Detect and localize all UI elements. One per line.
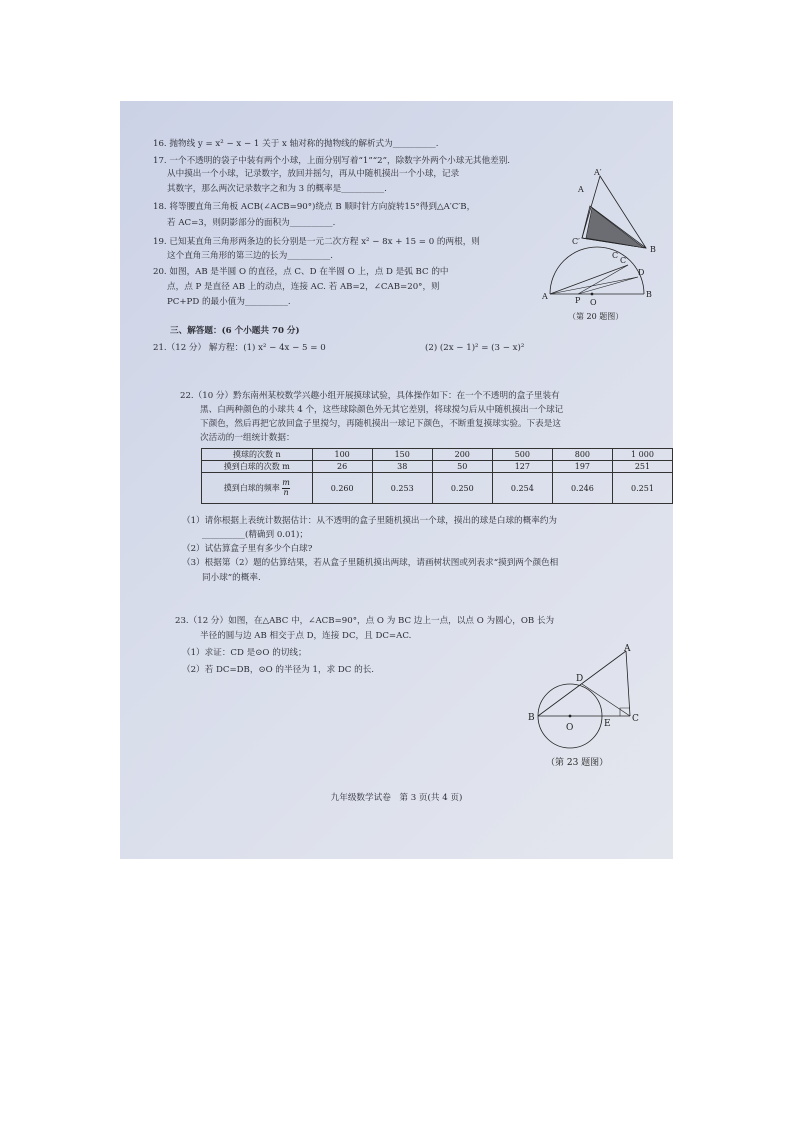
table-row-n [202,449,673,461]
question-22-line-2: 黑、白两种颜色的小球共 4 个，这些球除颜色外无其它差别，将球搅匀后从中随机摸出一个球记 [200,405,564,415]
table-cell: 0.251 [612,473,672,504]
row-label-m: 摸到白球的次数 m [202,461,313,473]
page-footer: 九年级数学试卷 第 3 页(共 4 页) [330,793,463,803]
fig20-label-b: B [646,290,652,299]
table-cell: 0.260 [312,473,372,504]
question-17-line-1: 17. 一个不透明的袋子中装有两个小球，上面分别写着“1”“2”，除数字外两个小球无其他差别. [153,156,511,166]
question-22-sub-1-blank: __________(精确到 0.01)； [202,530,308,540]
fig18-label-a: A [578,185,584,194]
question-22-sub-2: （2）试估算盒子里有多少个白球? [182,544,313,554]
question-21-part-1: 21.（12 分） 解方程：(1) x² − 4x − 5 = 0 [153,343,326,353]
figure-20 [540,249,650,324]
table-cell: 26 [312,461,372,473]
fig20-label-p: P [575,296,581,305]
question-23-sub-2: （2）若 DC=DB，⊙O 的半径为 1，求 DC 的长. [182,665,375,675]
fig23-label-d: D [576,674,584,684]
fig18-label-c-prime: C′ [572,237,580,246]
question-21-part-2: (2) (2x − 1)² = (3 − x)² [425,343,525,353]
fig20-label-d: D [638,268,645,277]
table-cell: 0.253 [372,473,432,504]
table-cell: 150 [372,449,432,461]
question-20-line-1: 20. 如图，AB 是半圆 O 的直径，点 C、D 在半圆 O 上，点 D 是弧 BC 的中 [153,267,449,277]
row-label-freq: 摸到白球的频率 $\frac{m}{n}$ [202,473,313,504]
fig20-label-c: C [620,256,627,265]
table-cell: 0.246 [552,473,612,504]
question-19-line-1: 19. 已知某直角三角形两条边的长分别是一元二次方程 x² − 8x + 15 = 0 的两根，则 [153,237,480,247]
table-cell: 1 000 [612,449,672,461]
table-cell: 800 [552,449,612,461]
table-row-freq [202,473,673,504]
table-cell: 197 [552,461,612,473]
fig18-label-c: C [612,251,619,260]
question-20-line-3: PC+PD 的最小值为__________. [167,297,291,307]
fig20-label-o: O [590,298,597,307]
question-17-line-2: 从中摸出一个小球，记录数字，放回并摇匀，再从中随机摸出一个小球，记录 [167,169,460,179]
fig23-label-e: E [604,719,611,729]
question-22-sub-3: （3）根据第（2）题的估算结果，若从盒子里随机摸出两球，请画树状图或列表求“摸到两个颜色相 [182,558,559,568]
fig18-label-b: B [650,245,656,254]
question-19-line-2: 这个直角三角形的第三边的长为__________. [167,251,334,261]
table-cell: 127 [492,461,552,473]
question-17-line-3: 其数字，那么两次记录数字之和为 3 的概率是__________. [167,184,387,194]
fig20-label-a: A [542,292,548,301]
scanned-page [120,101,673,859]
question-16: 16. 抛物线 y = x² − x − 1 关于 x 轴对称的抛物线的解析式为__________. [153,139,439,149]
question-23-line-1: 23.（12 分）如图，在△ABC 中，∠ACB=90°，点 O 为 BC 边上一点，以点 O 为圆心，OB 长为 [175,616,555,626]
fig23-label-c: C [632,714,639,724]
question-20-line-2: 点，点 P 是直径 AB 上的动点，连接 AC. 若 AB=2，∠CAB=20°，则 [167,282,440,292]
table-cell: 0.250 [432,473,492,504]
table-cell: 500 [492,449,552,461]
question-23-sub-1: （1）求证：CD 是⊙O 的切线； [182,648,307,658]
table-cell: 50 [432,461,492,473]
fig23-caption: （第 23 题图） [546,758,609,768]
frequency-table [201,448,673,504]
table-cell: 100 [312,449,372,461]
row-label-n: 摸球的次数 n [202,449,313,461]
fig23-label-b: B [528,713,535,723]
table-row-m [202,461,673,473]
section-3-heading: 三、解答题：(6 个小题共 70 分) [170,326,300,336]
question-18-line-1: 18. 将等腰直角三角板 ACB(∠ACB=90°)绕点 B 顺时针方向旋转15°得到△A′C′B， [153,202,476,212]
question-23-line-2: 半径的圆与边 AB 相交于点 D，连接 DC，且 DC=AC. [200,631,412,641]
fig20-caption: （第 20 题图） [568,312,624,321]
table-cell: 200 [432,449,492,461]
question-22-line-3: 下颜色，然后再把它放回盒子里搅匀，再随机摸出一球记下颜色，不断重复摸球实验。下表是这 [200,419,561,429]
fig18-label-a-prime: A′ [594,168,602,177]
question-22-sub-1: （1）请你根据上表统计数据估计：从不透明的盒子里随机摸出一个球，摸出的球是白球的概率约为 [182,516,558,526]
question-22-sub-3-cont: 同小球”的概率. [202,573,261,583]
question-22-line-1: 22.（10 分）黔东南州某校数学兴趣小组开展摸球试验，具体操作如下：在一个不透明的盒子里装有 [180,391,560,401]
table-cell: 251 [612,461,672,473]
figure-23 [520,641,650,771]
fig23-label-a: A [624,644,631,654]
question-22-line-4: 次活动的一组统计数据： [200,433,295,443]
table-cell: 0.254 [492,473,552,504]
fig23-label-o: O [566,723,574,733]
table-cell: 38 [372,461,432,473]
question-18-line-2: 若 AC=3，则阴影部分的面积为__________. [167,218,336,228]
